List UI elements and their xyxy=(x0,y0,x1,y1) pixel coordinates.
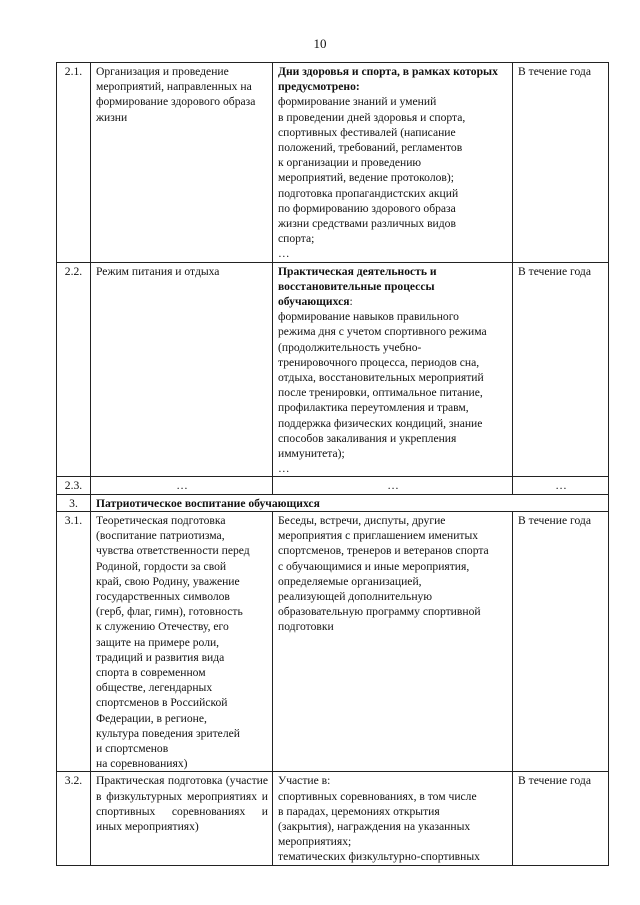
row-name: Режим питания и отдыха xyxy=(91,262,273,477)
row-content: … xyxy=(273,477,513,494)
name-line: Федерации, в регионе, xyxy=(96,711,207,725)
content-line: тренировочного процесса, периодов сна, xyxy=(278,355,480,369)
row-content xyxy=(273,511,513,771)
name-line: культура поведения зрителей xyxy=(96,726,240,740)
content-line: спортивных соревнованиях, в том числе xyxy=(278,789,477,803)
content-title: Дни здоровья и спорта, в рамках которых предусмотрено: xyxy=(278,65,498,94)
row-number: 2.2. xyxy=(57,262,91,477)
content-line: способов закаливания и укрепления xyxy=(278,431,457,445)
row-term: В течение года xyxy=(513,63,609,263)
content-line: подготовки xyxy=(278,620,334,634)
name-line: к служению Отечеству, его xyxy=(96,620,229,634)
content-ellipsis: … xyxy=(278,247,290,261)
name-line: обществе, легендарных xyxy=(96,681,213,695)
name-line: традиций и развития вида xyxy=(96,650,225,664)
name-line: спорта в современном xyxy=(96,665,206,679)
content-line: подготовка пропагандистских акций xyxy=(278,186,459,200)
page-number: 10 xyxy=(313,36,327,51)
table-row xyxy=(57,511,609,771)
content-line: Беседы, встречи, диспуты, другие xyxy=(278,513,446,527)
content-line: к организации и проведению xyxy=(278,156,422,170)
content-line: спортивных фестивалей (написание xyxy=(278,125,456,139)
content-line: мероприятия с приглашением именитых xyxy=(278,529,479,543)
content-title-line: восстановительные процессы xyxy=(278,279,435,293)
content-line: мероприятий, ведение протоколов); xyxy=(278,171,454,185)
section-row xyxy=(57,494,609,511)
row-name: Организация и проведение мероприятий, направленных на формирование здорового образа жизни xyxy=(91,63,273,263)
row-number: 3.2. xyxy=(57,772,91,865)
name-line: чувства ответственности перед xyxy=(96,544,250,558)
table-row xyxy=(57,477,609,494)
content-line: формирование навыков правильного xyxy=(278,310,459,324)
row-term: В течение года xyxy=(513,262,609,477)
name-line: (воспитание патриотизма, xyxy=(96,529,225,543)
name-line: спортсменов в Российской xyxy=(96,696,228,710)
content-line: образовательную программу спортивной xyxy=(278,605,481,619)
name-line: Теоретическая подготовка xyxy=(96,513,226,527)
row-number: 3.1. xyxy=(57,511,91,771)
table-row xyxy=(57,262,609,477)
content-line: положений, требований, регламентов xyxy=(278,141,463,155)
plan-table xyxy=(56,62,609,866)
content-line: формирование знаний и умений xyxy=(278,95,437,109)
content-line: отдыха, восстановительных мероприятий xyxy=(278,371,484,385)
row-content xyxy=(273,262,513,477)
name-line: Родиной, гордости за свой xyxy=(96,559,227,573)
table-row xyxy=(57,63,609,263)
name-line: на соревнованиях) xyxy=(96,757,188,771)
section-title: Патриотическое воспитание обучающихся xyxy=(91,494,609,511)
row-name: Практическая подготовка (участие в физкультурных мероприятиях и спортивных соревнованиях и иных мероприятиях) xyxy=(91,772,273,865)
name-line: государственных символов xyxy=(96,589,230,603)
content-line: определяемые организацией, xyxy=(278,574,422,588)
row-content xyxy=(273,772,513,865)
content-line: реализующей дополнительную xyxy=(278,589,432,603)
content-line: с обучающимися и иные мероприятия, xyxy=(278,559,470,573)
row-name: … xyxy=(91,477,273,494)
content-line: в парадах, церемониях открытия xyxy=(278,804,440,818)
content-line: тематических физкультурно-спортивных xyxy=(278,850,480,864)
row-term: В течение года xyxy=(513,511,609,771)
content-line: (продолжительность учебно- xyxy=(278,340,422,354)
row-term: В течение года xyxy=(513,772,609,865)
row-term: … xyxy=(513,477,609,494)
name-line: и спортсменов xyxy=(96,741,169,755)
name-line: защите на примере роли, xyxy=(96,635,220,649)
name-line: (герб, флаг, гимн), готовность xyxy=(96,605,243,619)
content-line: спорта; xyxy=(278,232,315,246)
content-title-line: обучающихся: xyxy=(278,295,353,309)
row-number: 2.3. xyxy=(57,477,91,494)
row-number: 2.1. xyxy=(57,63,91,263)
content-ellipsis: … xyxy=(278,462,290,476)
row-content xyxy=(273,63,513,263)
content-line: Участие в: xyxy=(278,774,331,788)
content-line: мероприятиях; xyxy=(278,835,352,849)
content-title-line: Практическая деятельность и xyxy=(278,264,437,278)
content-line: после тренировки, оптимальное питание, xyxy=(278,386,483,400)
content-line: по формированию здорового образа xyxy=(278,201,456,215)
name-line: край, свою Родину, уважение xyxy=(96,574,240,588)
content-line: иммунитета); xyxy=(278,447,345,461)
content-line: жизни средствами различных видов xyxy=(278,217,456,231)
content-line: поддержка физических кондиций, знание xyxy=(278,416,483,430)
content-line: в проведении дней здоровья и спорта, xyxy=(278,110,466,124)
table-row xyxy=(57,772,609,865)
section-number: 3. xyxy=(57,494,91,511)
content-line: профилактика переутомления и травм, xyxy=(278,401,469,415)
content-line: режима дня с учетом спортивного режима xyxy=(278,325,487,339)
row-name xyxy=(91,511,273,771)
content-line: спортсменов, тренеров и ветеранов спорта xyxy=(278,544,489,558)
content-line: (закрытия), награждения на указанных xyxy=(278,819,471,833)
